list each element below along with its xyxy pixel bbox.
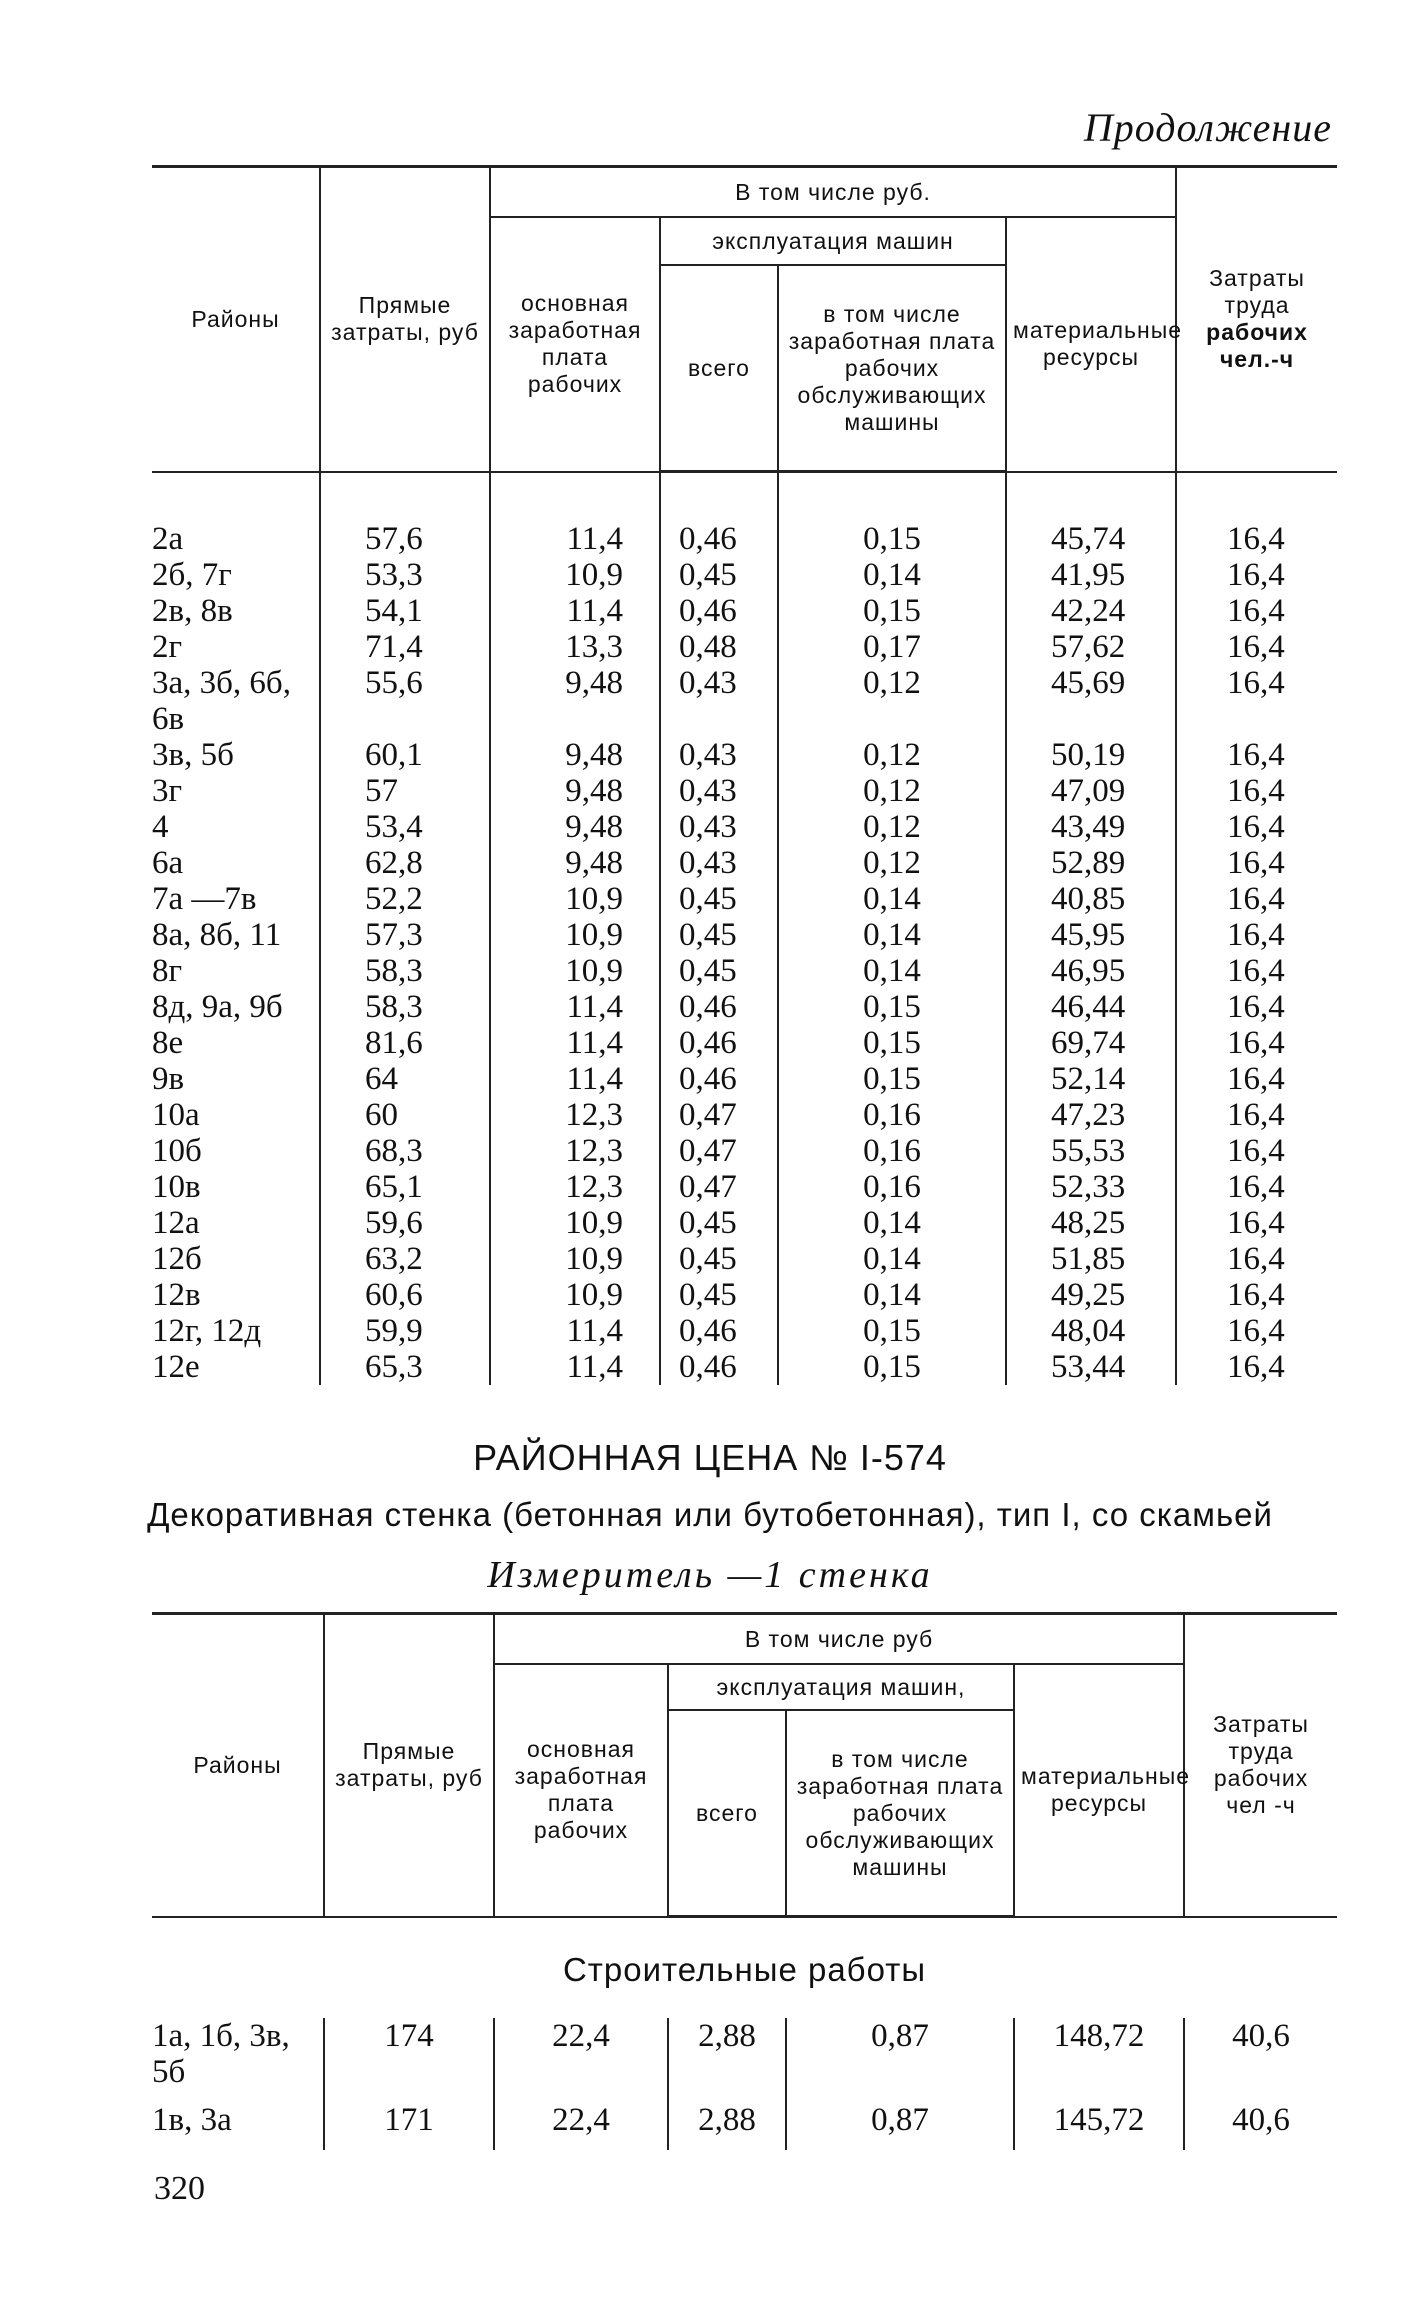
materials-cell: 52,33 bbox=[1006, 1169, 1176, 1205]
header-materials: материальные ресурсы bbox=[1006, 217, 1176, 472]
operators-wages-cell: 0,16 bbox=[778, 1097, 1006, 1133]
labor-cell: 16,4 bbox=[1176, 917, 1337, 953]
district-cell: 3г bbox=[152, 773, 183, 809]
table-row bbox=[152, 1205, 1337, 1241]
direct-costs-cell: 55,6 bbox=[320, 665, 490, 737]
direct-costs-cell: 59,9 bbox=[320, 1313, 490, 1349]
machine-total-cell: 0,46 bbox=[660, 1349, 778, 1385]
materials-cell: 45,69 bbox=[1006, 665, 1176, 737]
machine-total-cell: 0,45 bbox=[660, 953, 778, 989]
district-cell: 8г bbox=[152, 953, 183, 989]
direct-costs-cell: 57,3 bbox=[320, 917, 490, 953]
direct-costs-cell: 53,4 bbox=[320, 809, 490, 845]
machine-total-cell: 0,43 bbox=[660, 845, 778, 881]
materials-cell: 41,95 bbox=[1006, 557, 1176, 593]
table-row bbox=[152, 773, 1337, 809]
district-cell: 10а bbox=[152, 1097, 200, 1133]
direct-costs-cell: 58,3 bbox=[320, 989, 490, 1025]
table-row bbox=[152, 737, 1337, 773]
header-total: всего bbox=[660, 265, 778, 472]
wages-cell: 11,4 bbox=[490, 989, 660, 1025]
header-including: В том числе руб. bbox=[490, 167, 1176, 218]
machine-total-cell: 0,47 bbox=[660, 1133, 778, 1169]
table-row bbox=[152, 1061, 1337, 1097]
table-row bbox=[152, 953, 1337, 989]
price-subtitle: Декоративная стенка (бетонная или бутобетонная), тип I, со скамьей bbox=[147, 1496, 1273, 1533]
materials-cell: 40,85 bbox=[1006, 881, 1176, 917]
district-cell: 2г bbox=[152, 629, 183, 665]
table-row bbox=[152, 1133, 1337, 1169]
labor-cell: 16,4 bbox=[1176, 881, 1337, 917]
section-heading: Строительные работы bbox=[562, 1951, 927, 1988]
materials-cell: 51,85 bbox=[1006, 1241, 1176, 1277]
table-row bbox=[152, 629, 1337, 665]
table-row bbox=[152, 1097, 1337, 1133]
district-cell: 9в bbox=[152, 1061, 185, 1097]
direct-costs-cell: 60,1 bbox=[320, 737, 490, 773]
labor-cell: 16,4 bbox=[1176, 1097, 1337, 1133]
labor-cell: 16,4 bbox=[1176, 629, 1337, 665]
materials-cell: 46,95 bbox=[1006, 953, 1176, 989]
direct-costs-cell: 57,6 bbox=[320, 472, 490, 558]
materials-cell: 48,25 bbox=[1006, 1205, 1176, 1241]
district-cell: 6а bbox=[152, 845, 184, 881]
wages-cell: 9,48 bbox=[490, 773, 660, 809]
materials-cell: 145,72 bbox=[1014, 2102, 1184, 2150]
labor-cell: 16,4 bbox=[1176, 1169, 1337, 1205]
district-cell: 1в, 3а bbox=[152, 2102, 232, 2138]
wages-cell: 11,4 bbox=[490, 593, 660, 629]
operators-wages-cell: 0,14 bbox=[778, 917, 1006, 953]
wages-cell: 12,3 bbox=[490, 1097, 660, 1133]
materials-cell: 148,72 bbox=[1014, 2018, 1184, 2102]
machine-total-cell: 0,45 bbox=[660, 1205, 778, 1241]
machine-total-cell: 0,45 bbox=[660, 881, 778, 917]
machine-total-cell: 2,88 bbox=[668, 2018, 786, 2102]
district-cell: 3в, 5б bbox=[152, 737, 234, 773]
operators-wages-cell: 0,16 bbox=[778, 1133, 1006, 1169]
operators-wages-cell: 0,15 bbox=[778, 472, 1006, 558]
machine-total-cell: 0,48 bbox=[660, 629, 778, 665]
measure-unit: Измеритель —1 стенка bbox=[487, 1554, 933, 1596]
district-cell: 1а, 1б, 3в, 5б bbox=[152, 2018, 290, 2090]
labor-cell: 16,4 bbox=[1176, 809, 1337, 845]
table-row bbox=[152, 557, 1337, 593]
materials-cell: 52,14 bbox=[1006, 1061, 1176, 1097]
direct-costs-cell: 64 bbox=[320, 1061, 490, 1097]
table1-body bbox=[152, 472, 1337, 1386]
header-districts: Районы bbox=[152, 1614, 324, 1917]
district-cell: 3а, 3б, 6б, 6в bbox=[152, 665, 291, 737]
operators-wages-cell: 0,14 bbox=[778, 881, 1006, 917]
district-cell: 12в bbox=[152, 1277, 201, 1313]
operators-wages-cell: 0,12 bbox=[778, 845, 1006, 881]
header-direct-costs: Прямые затраты, руб bbox=[320, 167, 490, 472]
labor-cell: 16,4 bbox=[1176, 989, 1337, 1025]
machine-total-cell: 0,46 bbox=[660, 989, 778, 1025]
direct-costs-cell: 62,8 bbox=[320, 845, 490, 881]
materials-cell: 42,24 bbox=[1006, 593, 1176, 629]
wages-cell: 12,3 bbox=[490, 1133, 660, 1169]
materials-cell: 50,19 bbox=[1006, 737, 1176, 773]
materials-cell: 55,53 bbox=[1006, 1133, 1176, 1169]
district-cell: 8е bbox=[152, 1025, 184, 1061]
labor-cell: 16,4 bbox=[1176, 1241, 1337, 1277]
district-cell: 12г, 12д bbox=[152, 1313, 262, 1349]
wages-cell: 9,48 bbox=[490, 845, 660, 881]
direct-costs-cell: 71,4 bbox=[320, 629, 490, 665]
table-row bbox=[152, 881, 1337, 917]
cost-table-continuation bbox=[152, 165, 1337, 1385]
operators-wages-cell: 0,12 bbox=[778, 737, 1006, 773]
table-row bbox=[152, 665, 1337, 737]
header-including: В том числе руб bbox=[494, 1614, 1184, 1665]
materials-cell: 49,25 bbox=[1006, 1277, 1176, 1313]
direct-costs-cell: 57 bbox=[320, 773, 490, 809]
labor-cell: 16,4 bbox=[1176, 737, 1337, 773]
district-cell: 12е bbox=[152, 1349, 200, 1385]
materials-cell: 47,23 bbox=[1006, 1097, 1176, 1133]
district-cell: 8д, 9а, 9б bbox=[152, 989, 283, 1025]
table-row bbox=[152, 593, 1337, 629]
machine-total-cell: 0,47 bbox=[660, 1097, 778, 1133]
header-labor-line1: Затраты труда bbox=[1209, 265, 1305, 319]
machine-total-cell: 0,46 bbox=[660, 472, 778, 558]
operators-wages-cell: 0,14 bbox=[778, 1241, 1006, 1277]
header-districts: Районы bbox=[152, 167, 320, 472]
operators-wages-cell: 0,12 bbox=[778, 809, 1006, 845]
machine-total-cell: 0,46 bbox=[660, 1313, 778, 1349]
machine-total-cell: 0,43 bbox=[660, 737, 778, 773]
machine-total-cell: 0,43 bbox=[660, 665, 778, 737]
direct-costs-cell: 65,1 bbox=[320, 1169, 490, 1205]
labor-cell: 16,4 bbox=[1176, 1025, 1337, 1061]
materials-cell: 57,62 bbox=[1006, 629, 1176, 665]
table-row bbox=[152, 845, 1337, 881]
operators-wages-cell: 0,14 bbox=[778, 557, 1006, 593]
operators-wages-cell: 0,15 bbox=[778, 1349, 1006, 1385]
machine-total-cell: 0,45 bbox=[660, 557, 778, 593]
district-cell: 8а, 8б, 11 bbox=[152, 917, 282, 953]
machine-total-cell: 0,47 bbox=[660, 1169, 778, 1205]
machine-total-cell: 0,46 bbox=[660, 593, 778, 629]
machine-total-cell: 2,88 bbox=[668, 2102, 786, 2150]
wages-cell: 10,9 bbox=[490, 917, 660, 953]
operators-wages-cell: 0,16 bbox=[778, 1169, 1006, 1205]
materials-cell: 48,04 bbox=[1006, 1313, 1176, 1349]
page-number: 320 bbox=[154, 2170, 205, 2207]
machine-total-cell: 0,45 bbox=[660, 1241, 778, 1277]
materials-cell: 52,89 bbox=[1006, 845, 1176, 881]
machine-total-cell: 0,45 bbox=[660, 917, 778, 953]
operators-wages-cell: 0,87 bbox=[786, 2102, 1014, 2150]
labor-cell: 16,4 bbox=[1176, 1205, 1337, 1241]
operators-wages-cell: 0,15 bbox=[778, 1313, 1006, 1349]
district-cell: 2а bbox=[152, 520, 184, 557]
wages-cell: 11,4 bbox=[490, 1349, 660, 1385]
labor-cell: 16,4 bbox=[1176, 1277, 1337, 1313]
wages-cell: 10,9 bbox=[490, 1205, 660, 1241]
direct-costs-cell: 81,6 bbox=[320, 1025, 490, 1061]
labor-cell: 16,4 bbox=[1176, 557, 1337, 593]
direct-costs-cell: 174 bbox=[324, 2018, 494, 2102]
operators-wages-cell: 0,87 bbox=[786, 2018, 1014, 2102]
header-operators-wages: в том числе заработная плата рабочих обслуживающих машины bbox=[786, 1710, 1014, 1917]
labor-cell: 16,4 bbox=[1176, 1313, 1337, 1349]
table-row bbox=[152, 917, 1337, 953]
direct-costs-cell: 53,3 bbox=[320, 557, 490, 593]
direct-costs-cell: 59,6 bbox=[320, 1205, 490, 1241]
wages-cell: 11,4 bbox=[490, 1061, 660, 1097]
wages-cell: 9,48 bbox=[490, 737, 660, 773]
operators-wages-cell: 0,15 bbox=[778, 1061, 1006, 1097]
table-row bbox=[152, 1241, 1337, 1277]
labor-cell: 16,4 bbox=[1176, 1061, 1337, 1097]
district-cell: 12б bbox=[152, 1241, 202, 1277]
machine-total-cell: 0,46 bbox=[660, 1025, 778, 1061]
labor-cell: 16,4 bbox=[1176, 665, 1337, 737]
direct-costs-cell: 68,3 bbox=[320, 1133, 490, 1169]
labor-cell: 16,4 bbox=[1176, 953, 1337, 989]
header-direct-costs: Прямые затраты, руб bbox=[324, 1614, 494, 1917]
materials-cell: 45,95 bbox=[1006, 917, 1176, 953]
wages-cell: 11,4 bbox=[490, 472, 660, 558]
header-total: всего bbox=[668, 1710, 786, 1917]
operators-wages-cell: 0,14 bbox=[778, 953, 1006, 989]
table2-body bbox=[152, 1917, 1337, 2151]
header-wages: основная заработная плата рабочих bbox=[494, 1664, 668, 1917]
wages-cell: 10,9 bbox=[490, 953, 660, 989]
header-operators-wages: в том числе заработная плата рабочих обслуживающих машины bbox=[778, 265, 1006, 472]
operators-wages-cell: 0,14 bbox=[778, 1277, 1006, 1313]
district-cell: 4 bbox=[152, 809, 169, 845]
materials-cell: 46,44 bbox=[1006, 989, 1176, 1025]
district-cell: 10в bbox=[152, 1169, 201, 1205]
materials-cell: 47,09 bbox=[1006, 773, 1176, 809]
district-cell: 12а bbox=[152, 1205, 200, 1241]
table-row bbox=[152, 1169, 1337, 1205]
labor-cell: 40,6 bbox=[1184, 2102, 1337, 2150]
labor-cell: 16,4 bbox=[1176, 472, 1337, 558]
table-row bbox=[152, 809, 1337, 845]
materials-cell: 43,49 bbox=[1006, 809, 1176, 845]
materials-cell: 45,74 bbox=[1006, 472, 1176, 558]
header-labor-line2: рабочих чел.-ч bbox=[1206, 319, 1308, 373]
direct-costs-cell: 60 bbox=[320, 1097, 490, 1133]
cost-table-price-i574 bbox=[152, 1612, 1337, 2150]
header-machine-operation: эксплуатация машин bbox=[660, 217, 1006, 265]
labor-cell: 16,4 bbox=[1176, 773, 1337, 809]
labor-cell: 16,4 bbox=[1176, 845, 1337, 881]
wages-cell: 11,4 bbox=[490, 1313, 660, 1349]
table-row bbox=[152, 1277, 1337, 1313]
wages-cell: 9,48 bbox=[490, 809, 660, 845]
table-row bbox=[152, 1025, 1337, 1061]
header-labor bbox=[1176, 167, 1337, 472]
district-cell: 2б, 7г bbox=[152, 557, 232, 593]
operators-wages-cell: 0,17 bbox=[778, 629, 1006, 665]
table-row bbox=[152, 1349, 1337, 1385]
operators-wages-cell: 0,12 bbox=[778, 665, 1006, 737]
materials-cell: 53,44 bbox=[1006, 1349, 1176, 1385]
labor-cell: 16,4 bbox=[1176, 1133, 1337, 1169]
wages-cell: 12,3 bbox=[490, 1169, 660, 1205]
machine-total-cell: 0,43 bbox=[660, 773, 778, 809]
district-cell: 2в, 8в bbox=[152, 593, 233, 629]
machine-total-cell: 0,45 bbox=[660, 1277, 778, 1313]
machine-total-cell: 0,46 bbox=[660, 1061, 778, 1097]
header-wages: основная заработная плата рабочих bbox=[490, 217, 660, 472]
operators-wages-cell: 0,14 bbox=[778, 1205, 1006, 1241]
operators-wages-cell: 0,12 bbox=[778, 773, 1006, 809]
wages-cell: 10,9 bbox=[490, 557, 660, 593]
materials-cell: 69,74 bbox=[1006, 1025, 1176, 1061]
district-cell: 7а —7в bbox=[152, 881, 257, 917]
continuation-label: Продолжение bbox=[1083, 105, 1332, 150]
direct-costs-cell: 54,1 bbox=[320, 593, 490, 629]
wages-cell: 10,9 bbox=[490, 1241, 660, 1277]
table-row bbox=[152, 989, 1337, 1025]
table-row bbox=[152, 2018, 1337, 2102]
wages-cell: 11,4 bbox=[490, 1025, 660, 1061]
district-cell: 10б bbox=[152, 1133, 202, 1169]
operators-wages-cell: 0,15 bbox=[778, 593, 1006, 629]
direct-costs-cell: 65,3 bbox=[320, 1349, 490, 1385]
operators-wages-cell: 0,15 bbox=[778, 1025, 1006, 1061]
direct-costs-cell: 58,3 bbox=[320, 953, 490, 989]
wages-cell: 10,9 bbox=[490, 1277, 660, 1313]
operators-wages-cell: 0,15 bbox=[778, 989, 1006, 1025]
wages-cell: 13,3 bbox=[490, 629, 660, 665]
labor-cell: 16,4 bbox=[1176, 1349, 1337, 1385]
direct-costs-cell: 171 bbox=[324, 2102, 494, 2150]
table-row bbox=[152, 2102, 1337, 2150]
price-title: РАЙОННАЯ ЦЕНА № I-574 bbox=[473, 1437, 947, 1478]
direct-costs-cell: 52,2 bbox=[320, 881, 490, 917]
header-labor: Затраты труда рабочих чел -ч bbox=[1184, 1614, 1337, 1917]
wages-cell: 10,9 bbox=[490, 881, 660, 917]
labor-cell: 16,4 bbox=[1176, 593, 1337, 629]
direct-costs-cell: 63,2 bbox=[320, 1241, 490, 1277]
table-row bbox=[152, 1313, 1337, 1349]
machine-total-cell: 0,43 bbox=[660, 809, 778, 845]
wages-cell: 22,4 bbox=[494, 2102, 668, 2150]
wages-cell: 22,4 bbox=[494, 2018, 668, 2102]
wages-cell: 9,48 bbox=[490, 665, 660, 737]
labor-cell: 40,6 bbox=[1184, 2018, 1337, 2102]
header-machine-operation: эксплуатация машин, bbox=[668, 1664, 1014, 1710]
direct-costs-cell: 60,6 bbox=[320, 1277, 490, 1313]
table-row bbox=[152, 472, 1337, 558]
header-materials: материальные ресурсы bbox=[1014, 1664, 1184, 1917]
